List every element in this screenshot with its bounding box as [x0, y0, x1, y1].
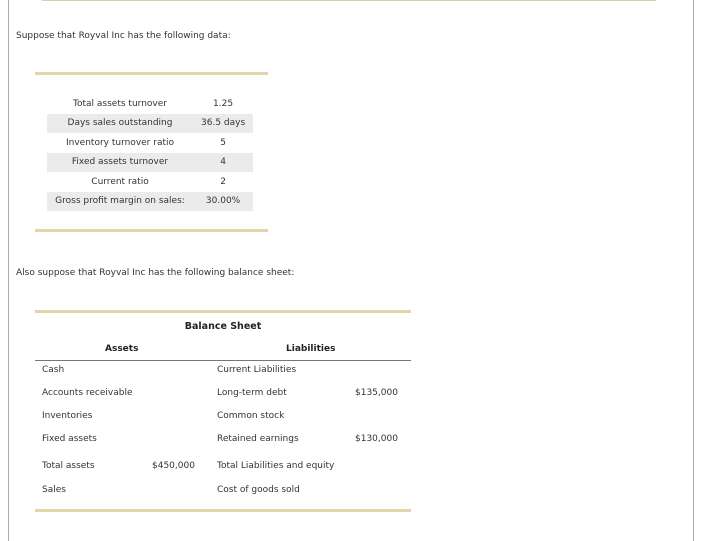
table-row [47, 133, 253, 153]
liability-value: $130,000 [355, 434, 398, 444]
table-row [47, 94, 253, 114]
ratio-label: Fixed assets turnover [47, 153, 193, 173]
ratio-table-top-rule [35, 72, 268, 75]
liability-value: $135,000 [355, 388, 398, 398]
liability-label: Current Liabilities [217, 365, 297, 375]
ratio-label: Inventory turnover ratio [65, 137, 174, 148]
ratio-value: 2 [220, 176, 226, 187]
balance-sheet-bottom-rule [35, 509, 411, 512]
asset-label: Inventories [42, 411, 93, 421]
liability-label: Retained earnings [217, 434, 299, 444]
balance-sheet-title: Balance Sheet [184, 321, 262, 332]
balance-intro-text: Also suppose that Royval Inc has the following balance sheet: [16, 268, 295, 278]
ratio-value: 5 [220, 137, 226, 148]
table-row [47, 153, 253, 173]
asset-label: Cash [42, 365, 65, 375]
top-divider [42, 0, 656, 1]
ratio-label: Days sales outstanding [47, 114, 193, 134]
asset-label: Fixed assets [42, 434, 97, 444]
assets-header: Assets [105, 344, 139, 354]
ratio-table [47, 94, 253, 211]
ratio-label: Current ratio [91, 176, 149, 187]
liability-label: Total Liabilities and equity [217, 461, 335, 471]
liabilities-header: Liabilities [286, 344, 336, 354]
intro-text: Suppose that Royval Inc has the following data: [16, 31, 231, 41]
asset-value: $450,000 [152, 461, 195, 471]
ratio-value: 4 [193, 153, 253, 173]
ratio-table-bottom-rule [35, 229, 268, 232]
ratio-value: 36.5 days [193, 114, 253, 134]
liability-label: Cost of goods sold [217, 485, 300, 495]
liability-label: Long-term debt [217, 388, 287, 398]
table-row [47, 114, 253, 134]
header-underline [35, 360, 411, 361]
asset-label: Accounts receivable [42, 388, 133, 398]
ratio-label: Gross profit margin on sales: [47, 192, 193, 212]
table-row [47, 172, 253, 192]
asset-label: Sales [42, 485, 66, 495]
balance-sheet-top-rule [35, 310, 411, 313]
ratio-label: Total assets turnover [73, 98, 167, 109]
liability-label: Common stock [217, 411, 285, 421]
ratio-value: 1.25 [213, 98, 234, 109]
table-row [47, 192, 253, 212]
asset-label: Total assets [42, 461, 95, 471]
ratio-value: 30.00% [193, 192, 253, 212]
